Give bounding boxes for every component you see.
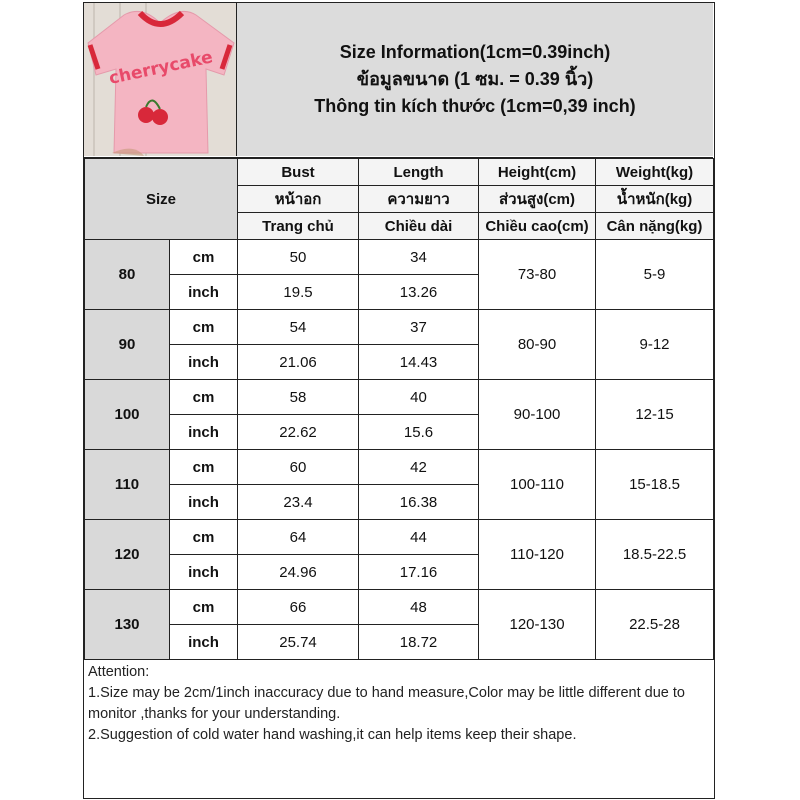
attention-note-1: 1.Size may be 2cm/1inch inaccuracy due to hand measure,Color may be little different due to monitor ,thanks for your understanding. bbox=[88, 685, 685, 722]
unit-cm: cm bbox=[170, 590, 238, 625]
size-value: 100 bbox=[85, 380, 170, 450]
length-inch: 15.6 bbox=[359, 415, 479, 450]
unit-cm: cm bbox=[170, 240, 238, 275]
col-height-en: Height(cm) bbox=[479, 159, 596, 186]
length-cm: 37 bbox=[359, 310, 479, 345]
col-length-th: ความยาว bbox=[359, 186, 479, 213]
height-range: 90-100 bbox=[479, 380, 596, 450]
length-cm: 40 bbox=[359, 380, 479, 415]
size-info-title bbox=[237, 3, 713, 156]
length-inch: 17.16 bbox=[359, 555, 479, 590]
col-weight-en: Weight(kg) bbox=[596, 159, 714, 186]
bust-inch: 19.5 bbox=[238, 275, 359, 310]
length-cm: 42 bbox=[359, 450, 479, 485]
attention-title: Attention: bbox=[88, 664, 150, 680]
size-header: Size bbox=[85, 159, 238, 240]
size-value: 130 bbox=[85, 590, 170, 660]
col-length-vi: Chiều dài bbox=[359, 213, 479, 240]
col-height-vi: Chiều cao(cm) bbox=[479, 213, 596, 240]
length-cm: 48 bbox=[359, 590, 479, 625]
col-bust-en: Bust bbox=[238, 159, 359, 186]
table-row bbox=[85, 450, 714, 485]
length-inch: 13.26 bbox=[359, 275, 479, 310]
unit-cm: cm bbox=[170, 380, 238, 415]
bust-inch: 24.96 bbox=[238, 555, 359, 590]
title-thai: ข้อมูลขนาด (1 ซม. = 0.39 นิ้ว) bbox=[356, 69, 594, 89]
title-english: Size Information(1cm=0.39inch) bbox=[339, 42, 611, 62]
unit-inch: inch bbox=[170, 415, 238, 450]
table-row bbox=[85, 590, 714, 625]
length-inch: 18.72 bbox=[359, 625, 479, 660]
tshirt-image bbox=[84, 3, 236, 156]
unit-inch: inch bbox=[170, 275, 238, 310]
height-range: 100-110 bbox=[479, 450, 596, 520]
table-row bbox=[85, 380, 714, 415]
bust-inch: 23.4 bbox=[238, 485, 359, 520]
bust-cm: 64 bbox=[238, 520, 359, 555]
size-chart bbox=[83, 2, 715, 799]
size-value: 80 bbox=[85, 240, 170, 310]
col-weight-vi: Cân nặng(kg) bbox=[596, 213, 714, 240]
weight-range: 18.5-22.5 bbox=[596, 520, 714, 590]
bust-inch: 21.06 bbox=[238, 345, 359, 380]
length-inch: 14.43 bbox=[359, 345, 479, 380]
col-bust-th: หน้าอก bbox=[238, 186, 359, 213]
table-row bbox=[85, 520, 714, 555]
unit-inch: inch bbox=[170, 345, 238, 380]
unit-cm: cm bbox=[170, 450, 238, 485]
weight-range: 12-15 bbox=[596, 380, 714, 450]
chart-header bbox=[84, 3, 713, 158]
weight-range: 22.5-28 bbox=[596, 590, 714, 660]
bust-cm: 58 bbox=[238, 380, 359, 415]
weight-range: 5-9 bbox=[596, 240, 714, 310]
length-cm: 34 bbox=[359, 240, 479, 275]
col-height-th: ส่วนสูง(cm) bbox=[479, 186, 596, 213]
length-inch: 16.38 bbox=[359, 485, 479, 520]
unit-inch: inch bbox=[170, 485, 238, 520]
bust-cm: 54 bbox=[238, 310, 359, 345]
bust-inch: 22.62 bbox=[238, 415, 359, 450]
table-row bbox=[85, 310, 714, 345]
unit-cm: cm bbox=[170, 310, 238, 345]
attention-note-2: 2.Suggestion of cold water hand washing,it can help items keep their shape. bbox=[88, 727, 577, 743]
height-range: 120-130 bbox=[479, 590, 596, 660]
bust-cm: 66 bbox=[238, 590, 359, 625]
weight-range: 9-12 bbox=[596, 310, 714, 380]
product-photo bbox=[84, 3, 237, 156]
size-value: 90 bbox=[85, 310, 170, 380]
table-row bbox=[85, 240, 714, 275]
attention-notes bbox=[84, 660, 713, 798]
col-length-en: Length bbox=[359, 159, 479, 186]
shirt-print-text: cherrycake bbox=[107, 47, 215, 89]
weight-range: 15-18.5 bbox=[596, 450, 714, 520]
title-vietnamese: Thông tin kích thước (1cm=0,39 inch) bbox=[314, 96, 636, 116]
height-range: 73-80 bbox=[479, 240, 596, 310]
unit-cm: cm bbox=[170, 520, 238, 555]
col-bust-vi: Trang chủ bbox=[238, 213, 359, 240]
length-cm: 44 bbox=[359, 520, 479, 555]
size-value: 120 bbox=[85, 520, 170, 590]
size-table bbox=[84, 158, 714, 660]
bust-cm: 50 bbox=[238, 240, 359, 275]
unit-inch: inch bbox=[170, 555, 238, 590]
size-value: 110 bbox=[85, 450, 170, 520]
height-range: 110-120 bbox=[479, 520, 596, 590]
bust-inch: 25.74 bbox=[238, 625, 359, 660]
col-weight-th: น้ำหนัก(kg) bbox=[596, 186, 714, 213]
bust-cm: 60 bbox=[238, 450, 359, 485]
unit-inch: inch bbox=[170, 625, 238, 660]
height-range: 80-90 bbox=[479, 310, 596, 380]
